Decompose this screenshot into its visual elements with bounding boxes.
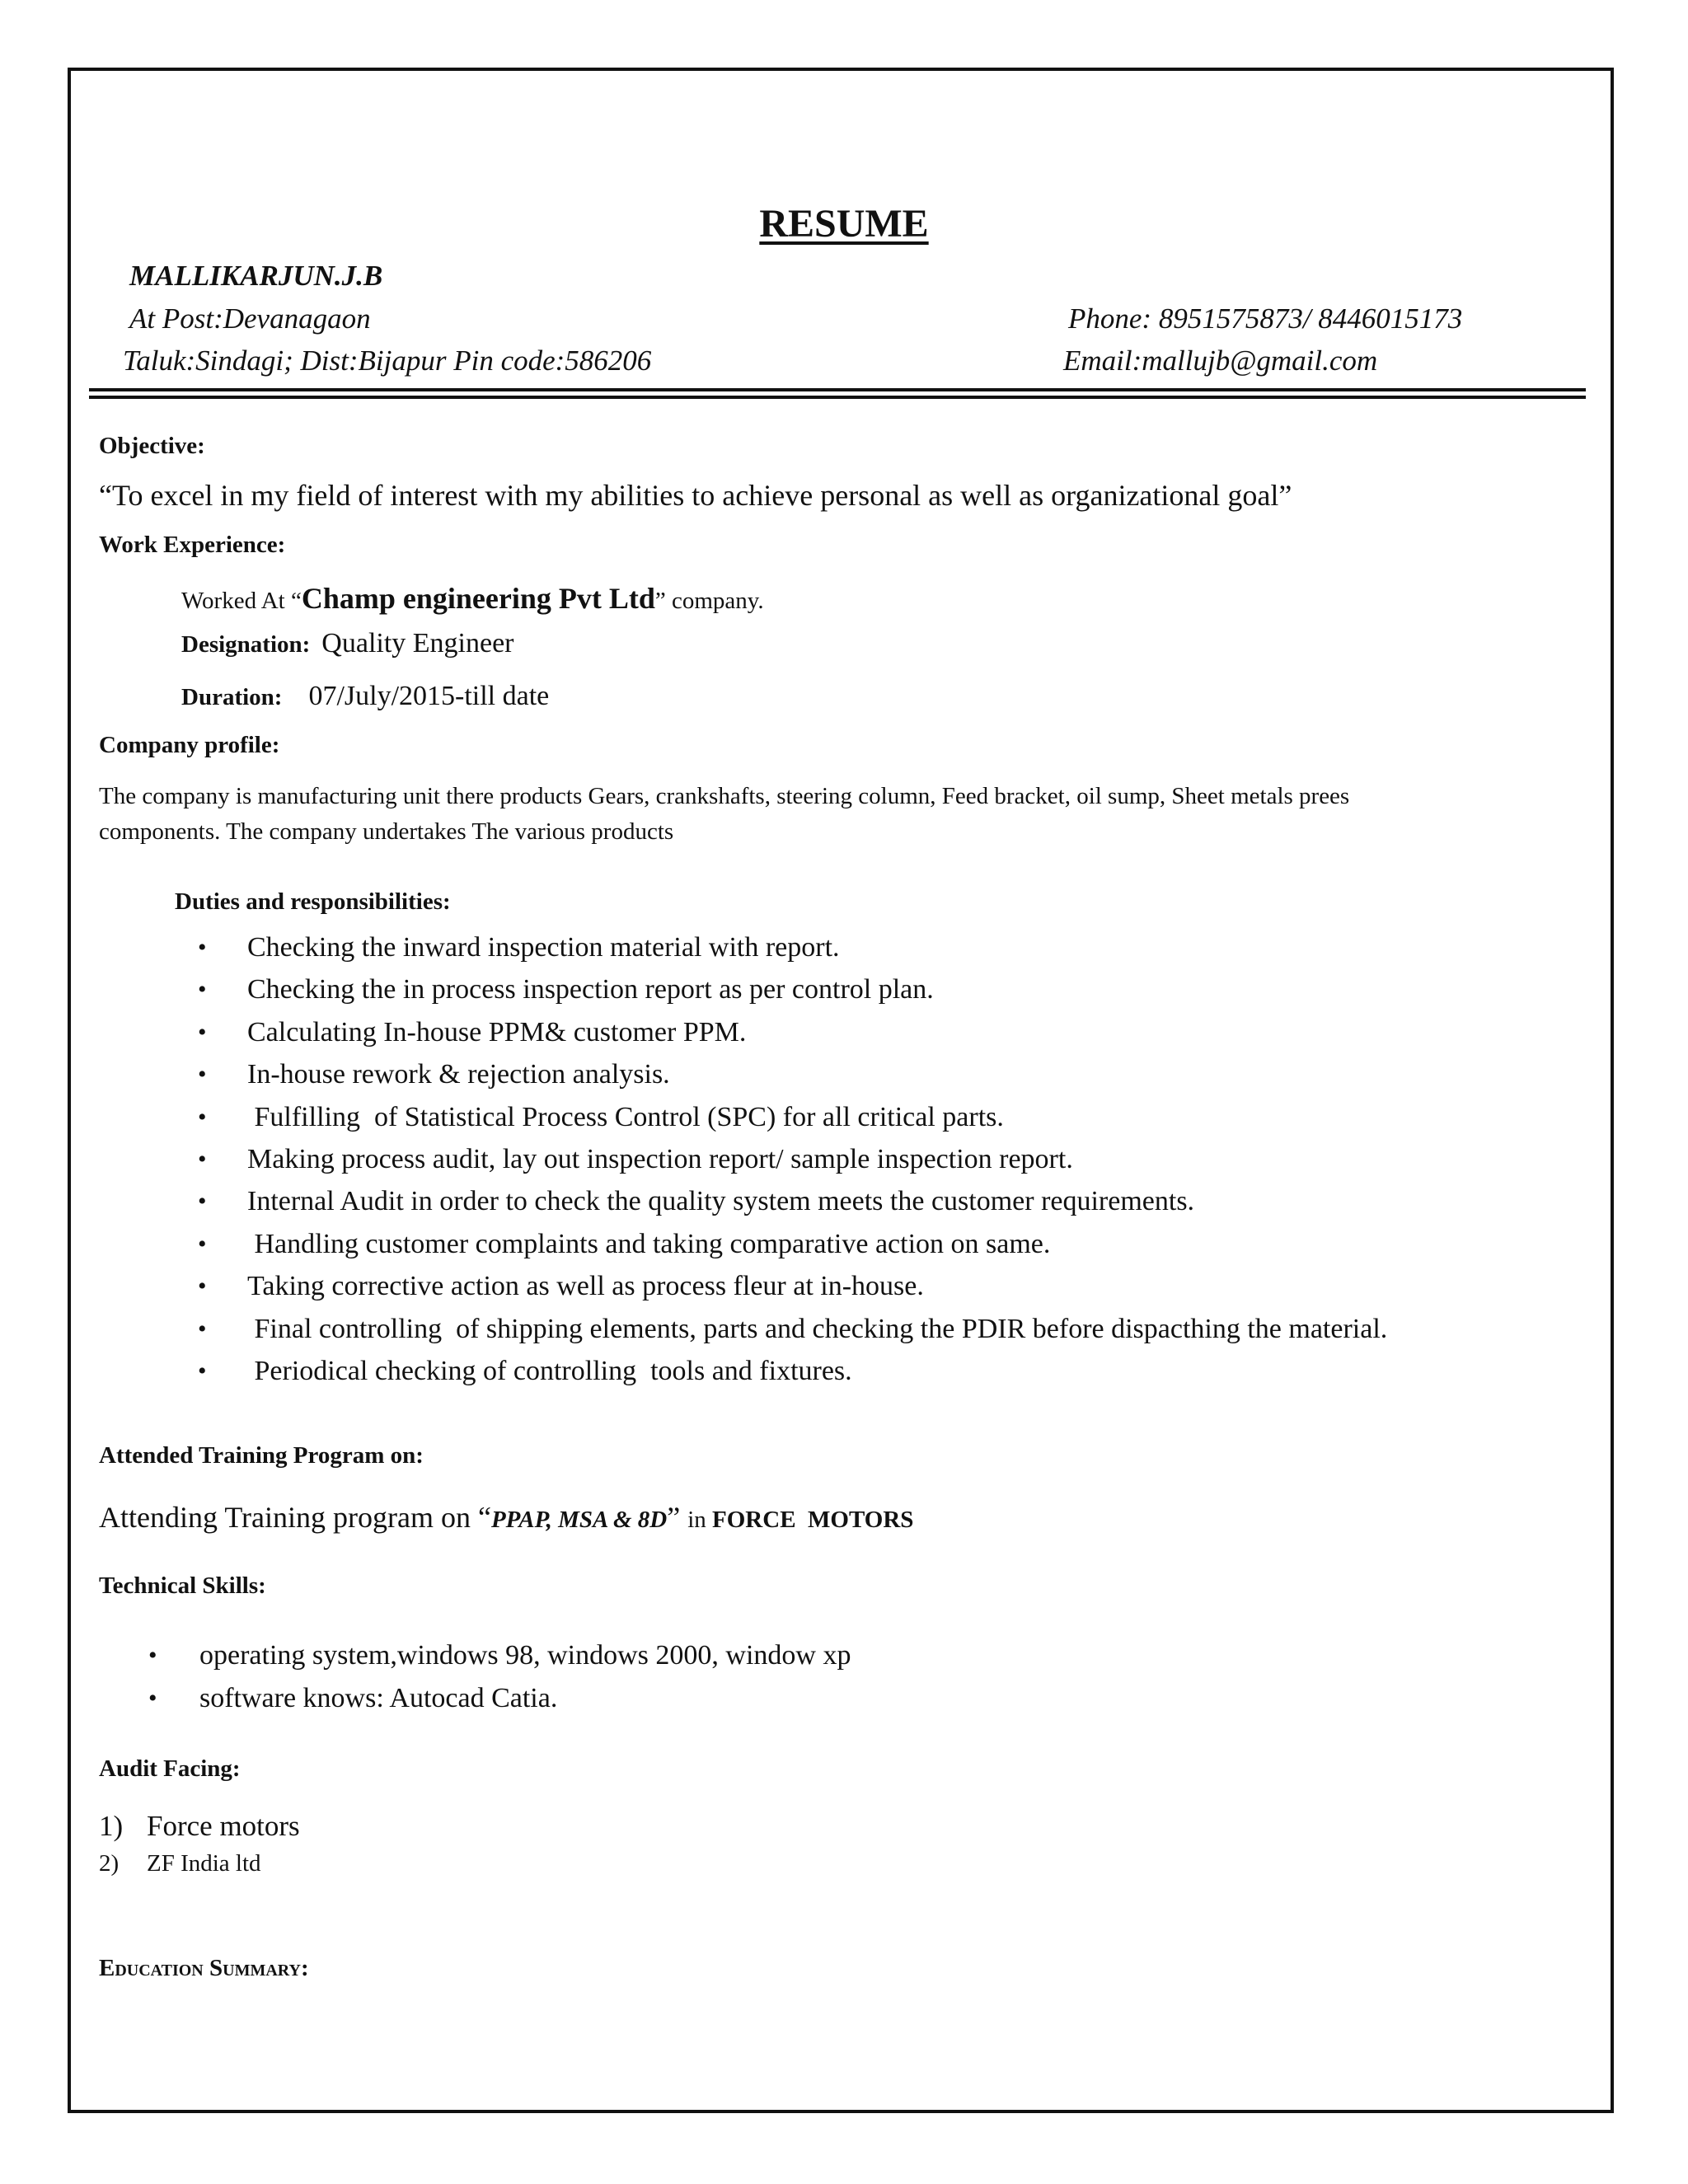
- page-title: RESUME: [759, 202, 929, 246]
- training-program: PPAP, MSA & 8D: [490, 1507, 668, 1533]
- technical-skills-heading: Technical Skills:: [99, 1572, 266, 1599]
- list-item: • Fulfilling of Statistical Process Control (SPC) for all critical parts.: [198, 1096, 1387, 1138]
- bullet-icon: •: [198, 1018, 207, 1046]
- designation-value: Quality Engineer: [321, 628, 514, 658]
- duration-line: [181, 681, 549, 712]
- audit-item-text: ZF India ltd: [147, 1850, 261, 1877]
- audit-item-text: Force motors: [147, 1810, 300, 1842]
- list-item: • Checking the in process inspection report as per control plan.: [198, 968, 1387, 1010]
- candidate-name: MALLIKARJUN.J.B: [129, 260, 383, 292]
- company-name: Champ engineering Pvt Ltd: [301, 582, 655, 615]
- worked-at-prefix: Worked At “: [181, 588, 302, 614]
- duration-value: 07/July/2015-till date: [308, 681, 550, 711]
- list-item: • In-house rework & rejection analysis.: [198, 1053, 1387, 1095]
- bullet-icon: •: [198, 1315, 207, 1343]
- email-address: Email:mallujb@gmail.com: [1063, 344, 1378, 377]
- training-prefix: Attending Training program on “: [99, 1501, 491, 1534]
- company-profile-line-1: The company is manufacturing unit there products Gears, crankshafts, steering column, Feed bracket, oil sump, Sheet metals prees: [99, 783, 1350, 809]
- audit-item-number: 1): [99, 1810, 124, 1842]
- list-item: • Calculating In-house PPM& customer PPM.: [198, 1011, 1387, 1053]
- objective-text: “To excel in my field of interest with my abilities to achieve personal as well as organizational goal”: [99, 479, 1292, 512]
- bullet-icon: •: [198, 976, 207, 1004]
- training-company: FORCE MOTORS: [706, 1507, 914, 1533]
- training-heading: Attended Training Program on:: [99, 1442, 424, 1469]
- phone-number: Phone: 8951575873/ 8446015173: [1068, 302, 1463, 335]
- bullet-icon: •: [198, 1357, 207, 1385]
- designation-line: [181, 628, 514, 659]
- audit-item-1: [99, 1810, 300, 1843]
- list-item: • Checking the inward inspection material with report.: [198, 926, 1387, 968]
- list-item: • Final controlling of shipping elements, parts and checking the PDIR before dispacthing the material.: [198, 1308, 1387, 1350]
- education-summary-heading: Education Summary:: [99, 1955, 309, 1981]
- list-item: • Periodical checking of controlling tools and fixtures.: [198, 1350, 1387, 1392]
- bullet-icon: •: [198, 1103, 207, 1131]
- worked-at-line: [181, 581, 764, 616]
- designation-label: Designation:: [181, 631, 311, 658]
- list-item: • Taking corrective action as well as process fleur at in-house.: [198, 1265, 1387, 1307]
- bullet-icon: •: [198, 1272, 207, 1301]
- training-line: [99, 1500, 913, 1535]
- worked-at-suffix: ” company.: [654, 588, 764, 614]
- list-item: • Making process audit, lay out inspection report/ sample inspection report.: [198, 1138, 1387, 1180]
- bullet-icon: •: [198, 934, 207, 961]
- list-item: • operating system,windows 98, windows 2000, window xp: [148, 1634, 851, 1677]
- work-experience-heading: Work Experience:: [99, 532, 286, 558]
- list-item: • software knows: Autocad Catia.: [148, 1677, 851, 1720]
- bullet-icon: •: [198, 1145, 207, 1173]
- training-quote-close: ”: [667, 1501, 688, 1534]
- bullet-icon: •: [148, 1642, 157, 1669]
- bullet-icon: •: [198, 1230, 207, 1258]
- audit-item-2: [99, 1850, 261, 1877]
- header-rule-top: [89, 388, 1586, 391]
- audit-facing-heading: Audit Facing:: [99, 1755, 241, 1782]
- training-in-word: in: [687, 1507, 706, 1533]
- company-profile-heading: Company profile:: [99, 732, 280, 758]
- company-profile-line-2: components. The company undertakes The various products: [99, 818, 674, 845]
- bullet-icon: •: [148, 1685, 157, 1712]
- list-item: • Handling customer complaints and taking comparative action on same.: [198, 1223, 1387, 1265]
- bullet-icon: •: [198, 1061, 207, 1089]
- duration-label: Duration:: [181, 684, 283, 710]
- bullet-icon: •: [198, 1188, 207, 1216]
- header-rule-bottom: [89, 396, 1586, 399]
- duties-list: [198, 926, 1387, 1392]
- address-line-1: At Post:Devanagaon: [129, 302, 371, 335]
- duties-heading: Duties and responsibilities:: [175, 888, 451, 915]
- address-line-2: Taluk:Sindagi; Dist:Bijapur Pin code:586206: [123, 344, 652, 377]
- list-item: • Internal Audit in order to check the quality system meets the customer requirements.: [198, 1180, 1387, 1222]
- audit-item-number: 2): [99, 1850, 120, 1877]
- skills-list: [148, 1634, 851, 1720]
- objective-heading: Objective:: [99, 433, 205, 459]
